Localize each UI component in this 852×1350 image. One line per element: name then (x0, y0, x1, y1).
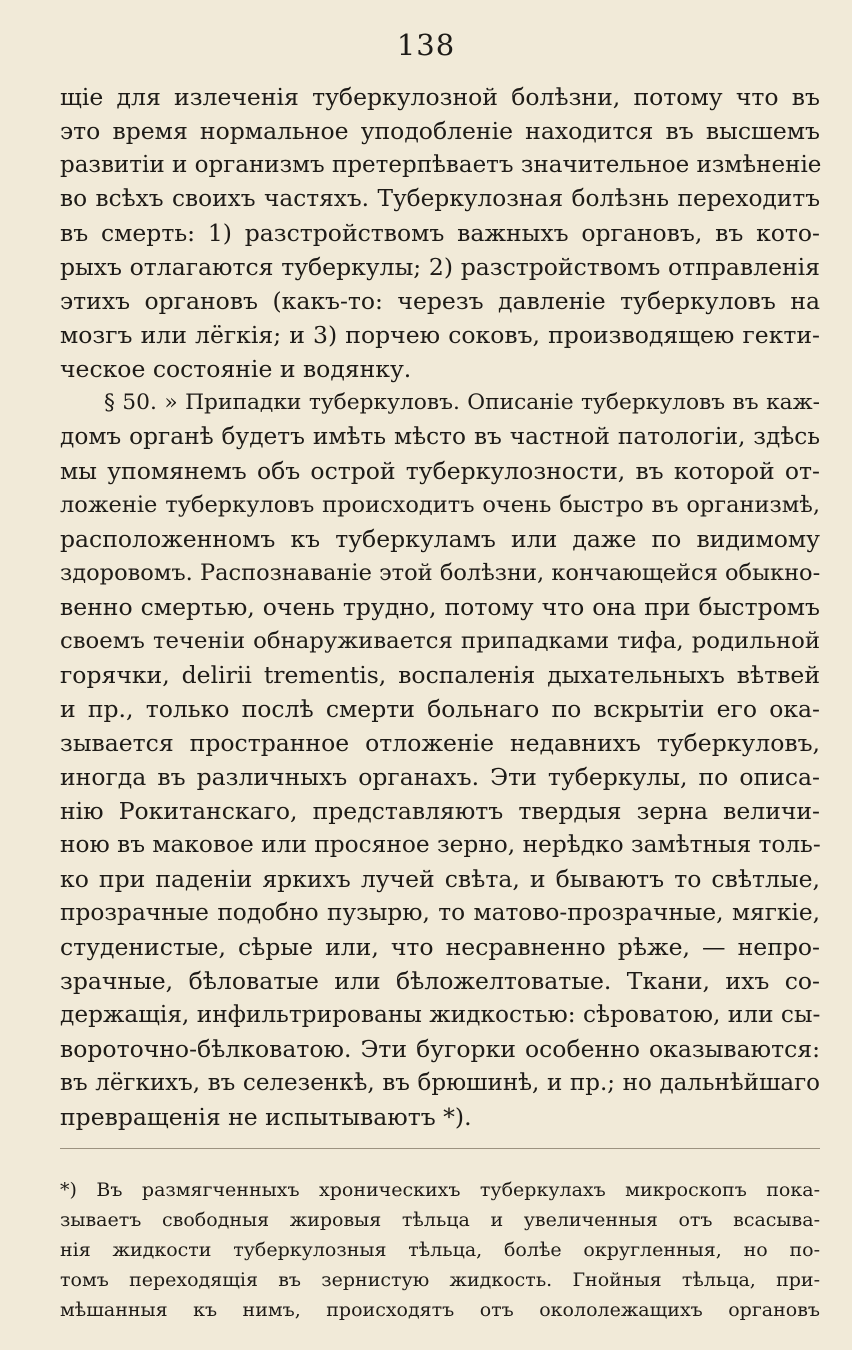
text-line: горячки, delirii trementis, воспаленія дыхательныхъ вѣтвей (60, 661, 820, 689)
text-line: рыхъ отлагаются туберкулы; 2) разстройствомъ отправленія (60, 253, 820, 281)
text-line: здоровомъ. Распознаваніе этой болѣзни, кончающейся обыкно- (60, 560, 821, 586)
text-line: мозгъ или лёгкія; и 3) порчею соковъ, производящею гекти- (60, 321, 820, 349)
footnote-line: нія жидкости туберкулозныя тѣльца, болѣе округленныя, но по- (60, 1239, 820, 1261)
text-line: ческое состояніе и водянку. (60, 355, 412, 383)
text-line: иногда въ различныхъ органахъ. Эти туберкулы, по описа- (60, 763, 820, 791)
text-line: этихъ органовъ (какъ-то: черезъ давленіе туберкуловъ на (60, 287, 820, 315)
footnote-line: зываетъ свободныя жировыя тѣльца и увеличенныя отъ всасыва- (60, 1209, 820, 1231)
text-line: превращенія не испытываютъ *). (60, 1103, 472, 1131)
text-line: мы упомянемъ объ острой туберкулозности, въ которой от- (60, 457, 820, 485)
text-line: во всѣхъ своихъ частяхъ. Туберкулозная болѣзнь переходитъ (60, 185, 820, 212)
text-line: венно смертью, очень трудно, потому что она при быстромъ (60, 593, 820, 621)
footnote-line: мѣшанныя къ нимъ, происходятъ отъ окололежащихъ органовъ (60, 1299, 820, 1321)
text-line: въ смерть: 1) разстройствомъ важныхъ органовъ, въ кото- (60, 219, 820, 247)
text-line: ною въ маковое или просяное зерно, нерѣдко замѣтныя толь- (60, 831, 821, 858)
text-line: ложеніе туберкуловъ происходитъ очень быстро въ организмѣ, (60, 492, 820, 518)
text-line: ко при паденіи яркихъ лучей свѣта, и бываютъ то свѣтлые, (60, 865, 820, 893)
text-line: домъ органѣ будетъ имѣть мѣсто въ частной патологіи, здѣсь (60, 423, 820, 450)
text-line: развитіи и организмъ претерпѣваетъ значительное измѣненіе (60, 152, 822, 178)
text-line: это время нормальное уподобленіе находится въ высшемъ (60, 117, 820, 145)
text-line: расположенномъ къ туберкуламъ или даже по видимому (60, 525, 820, 553)
page-number: 138 (396, 28, 456, 62)
footnote-line: томъ переходящія въ зернистую жидкость. Гнойныя тѣльца, при- (60, 1269, 820, 1291)
text-line: своемъ теченіи обнаруживается припадками тифа, родильной (60, 628, 820, 654)
text-line: держащія, инфильтрированы жидкостью: сѣроватою, или сы- (60, 1001, 821, 1028)
text-line: нію Рокитанскаго, представляютъ твердыя зерна величи- (60, 797, 820, 825)
text-line: студенистые, сѣрые или, что несравненно рѣже, — непро- (60, 933, 820, 961)
text-line: щіе для излеченія туберкулозной болѣзни, потому что въ (60, 83, 820, 111)
text-line: зывается пространное отложеніе недавнихъ туберкуловъ, (60, 729, 820, 757)
text-line: зрачные, бѣловатые или бѣложелтоватые. Ткани, ихъ со- (60, 967, 820, 995)
footnote-line: *) Въ размягченныхъ хроническихъ туберкулахъ микроскопъ пока- (60, 1179, 820, 1201)
footnote-divider (60, 1148, 820, 1149)
text-line: и пр., только послѣ смерти больнаго по вскрытіи его ока- (60, 695, 820, 723)
section-heading-line: § 50. » Припадки туберкуловъ. Описаніе туберкуловъ въ каж- (104, 390, 820, 415)
text-line: воротoчно-бѣлковатою. Эти бугорки особенно оказываются: (60, 1035, 820, 1063)
text-line: въ лёгкихъ, въ селезенкѣ, въ брюшинѣ, и пр.; но дальнѣйшаго (60, 1070, 820, 1096)
text-line: прозрачные подобно пузырю, то матово-прозрачные, мягкіе, (60, 899, 820, 926)
